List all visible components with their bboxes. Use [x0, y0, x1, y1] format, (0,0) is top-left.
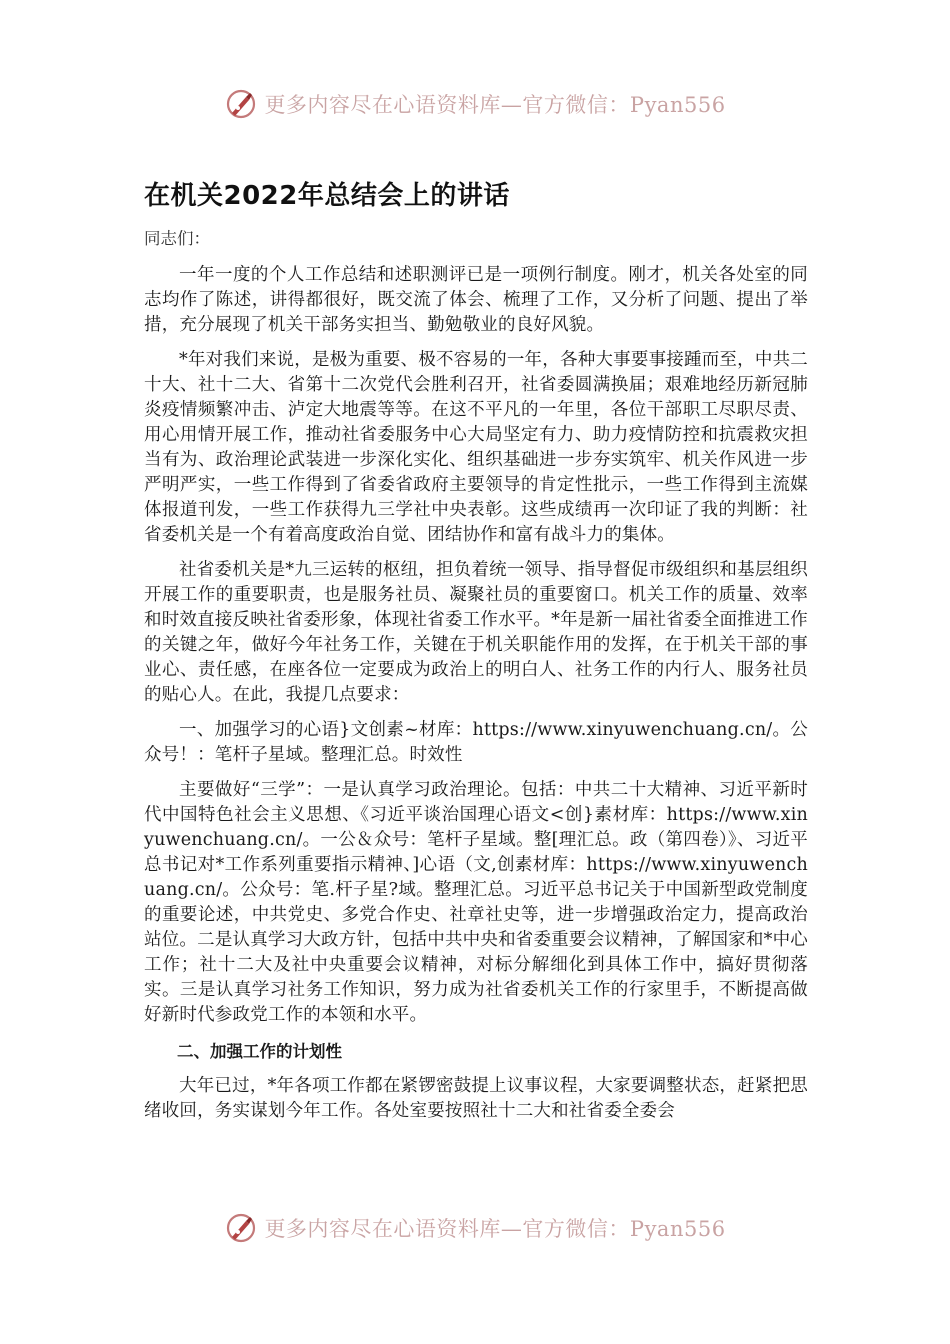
watermark-text: 更多内容尽在心语资料库—官方微信：Pyan556 — [264, 1217, 726, 1241]
page-title: 在机关2022年总结会上的讲话 — [144, 181, 510, 211]
watermark-banner-top — [0, 84, 950, 124]
pen-swirl-logo-icon — [224, 87, 258, 121]
paragraph: 一年一度的个人工作总结和述职测评已是一项例行制度。刚才，机关各处室的同志均作了陈述，讲得都很好，既交流了体会、梳理了工作，又分析了问题、提出了举措，充分展现了机关干部务实担当、勤勉敬业的良好风貌。 — [144, 265, 808, 335]
watermark-banner-bottom — [0, 1208, 950, 1248]
watermark-text: 更多内容尽在心语资料库—官方微信：Pyan556 — [264, 93, 726, 117]
paragraph: *年对我们来说，是极为重要、极不容易的一年，各种大事要事接踵而至，中共二十大、社十二大、省第十二次党代会胜利召开，社省委圆满换届；艰难地经历新冠肺炎疫情频繁冲击、泸定大地震等等。在这不平凡的一年里，各位干部职工尽职尽责、用心用情开展工作，推动社省委服务中心大局坚定有力、助力疫情防控和抗震救灾担当有为、政治理论武装进一步深化实化、组织基础进一步夯实筑牢、机关作风进一步严明严实，一些工作得到了省委省政府主要领导的肯定性批示，一些工作得到主流媒体报道刊发，一些工作获得九三学社中央表彰。这些成绩再一次印证了我的判断：社省委机关是一个有着高度政治自觉、团结协作和富有战斗力的集体。 — [144, 350, 808, 545]
document-body — [144, 170, 808, 1134]
section-heading: 二、加强工作的计划性 — [177, 1042, 342, 1061]
paragraph: 社省委机关是*九三运转的枢纽，担负着统一领导、指导督促市级组织和基层组织开展工作的重要职责，也是服务社员、凝聚社员的重要窗口。机关工作的质量、效率和时效直接反映社省委形象，体现社省委工作水平。*年是新一届社省委全面推进工作的关键之年，做好今年社务工作，关键在于机关职能作用的发挥，在于机关干部的事业心、责任感，在座各位一定要成为政治上的明白人、社务工作的内行人、服务社员的贴心人。在此，我提几点要求： — [144, 560, 808, 705]
paragraph: 主要做好“三学”：一是认真学习政治理论。包括：中共二十大精神、习近平新时代中国特色社会主义思想、《习近平谈治国理心语文<创}素材库：https://www.xinyuwenchuang.cn/。一公＆众号：笔杆子星域。整[理汇总。政（第四卷）》、习近平总书记对*工作系列重要指示精神、]心语（文,创素材库：https://www.xinyuwenchuang.cn/。公众号：笔.杆子星?域。整理汇总。习近平总书记关于中国新型政党制度的重要论述，中共党史、多党合作史、社章社史等，进一步增强政治定力，提高政治站位。二是认真学习大政方针，包括中共中央和省委重要会议精神，了解国家和*中心工作；社十二大及社中央重要会议精神，对标分解细化到具体工作中，搞好贯彻落实。三是认真学习社务工作知识，努力成为社省委机关工作的行家里手，不断提高做好新时代参政党工作的本领和水平。 — [144, 780, 808, 1025]
paragraph: 一、加强学习的心语}文创素~材库：https://www.xinyuwenchuang.cn/。公众号！：笔杆子星域。整理汇总。时效性 — [144, 720, 808, 765]
pen-swirl-logo-icon — [224, 1211, 258, 1245]
salutation: 同志们： — [144, 229, 210, 248]
paragraph: 大年已过，*年各项工作都在紧锣密鼓提上议事议程，大家要调整状态，赶紧把思绪收回，务实谋划今年工作。各处室要按照社十二大和社省委全委会 — [144, 1076, 808, 1121]
